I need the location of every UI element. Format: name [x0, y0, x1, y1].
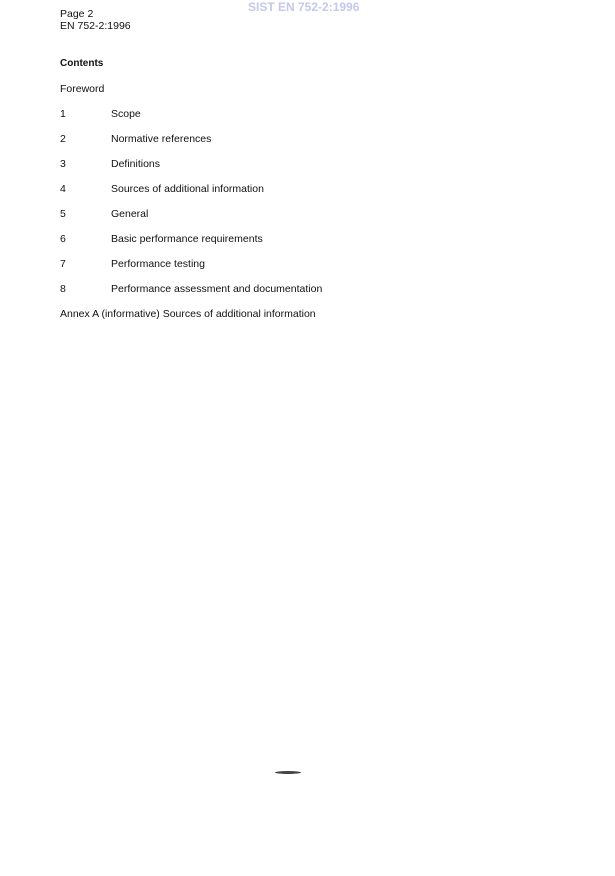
toc-number: 1 — [60, 108, 66, 120]
toc-number: 2 — [60, 133, 66, 145]
toc-title: Normative references — [111, 133, 212, 145]
toc-number: 3 — [60, 158, 66, 170]
page-number: Page 2 — [60, 8, 94, 20]
toc-title: Basic performance requirements — [111, 233, 263, 245]
scan-mark — [275, 771, 301, 774]
toc-number: 5 — [60, 208, 66, 220]
toc-title: General — [111, 208, 149, 220]
toc-annex-a: Annex A (informative) Sources of additional information — [60, 308, 316, 320]
toc-title: Performance testing — [111, 258, 205, 270]
toc-number: 7 — [60, 258, 66, 270]
toc-title: Performance assessment and documentation — [111, 283, 323, 295]
contents-heading: Contents — [60, 58, 104, 69]
toc-title: Sources of additional information — [111, 183, 264, 195]
toc-number: 4 — [60, 183, 66, 195]
watermark: SIST EN 752-2:1996 — [248, 0, 360, 14]
toc-number: 6 — [60, 233, 66, 245]
toc-title: Scope — [111, 108, 141, 120]
standard-id: EN 752-2:1996 — [60, 20, 131, 32]
toc-number: 8 — [60, 283, 66, 295]
toc-title: Definitions — [111, 158, 161, 170]
toc-foreword: Foreword — [60, 83, 105, 95]
